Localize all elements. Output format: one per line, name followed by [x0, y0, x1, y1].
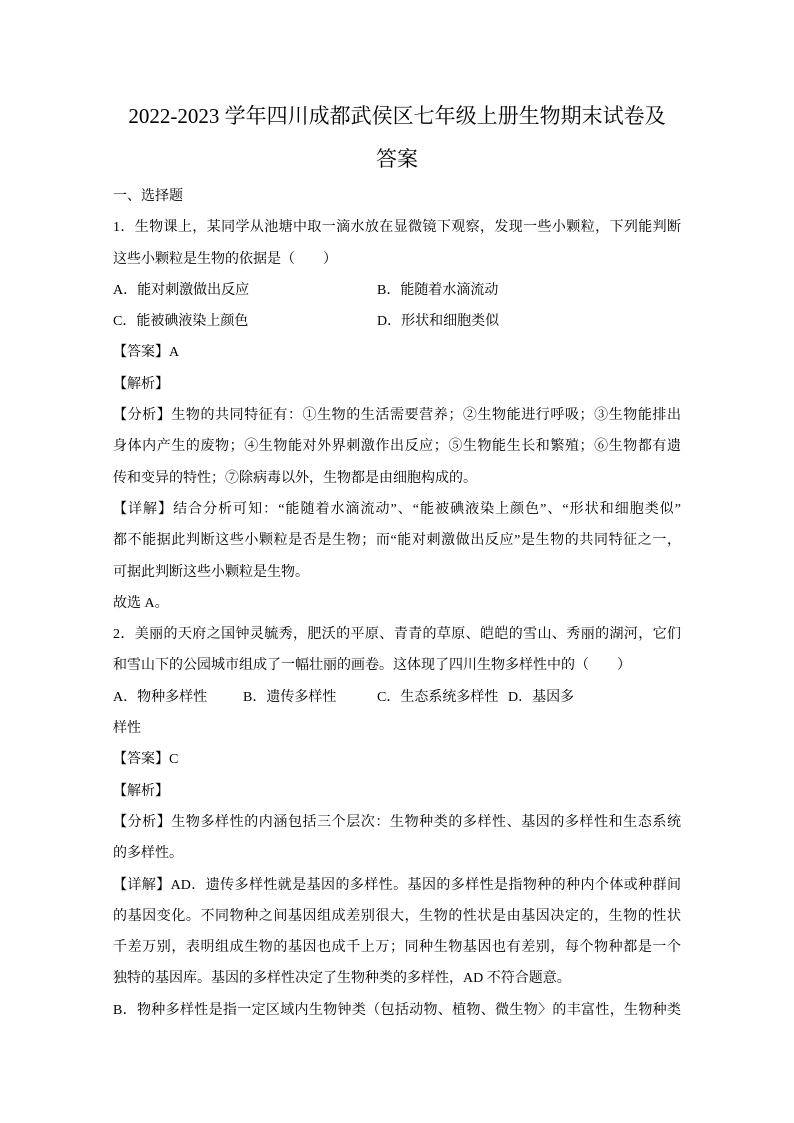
- q1-fenxi-line-1: 【分析】生物的共同特征有：①生物的生活需要营养；②生物能进行呼吸；③生物能排出: [113, 408, 681, 424]
- q1-stem-line-1: 1．生物课上，某同学从池塘中取一滴水放在显微镜下观察，发现一些小颗粒，下列能判断: [113, 220, 681, 236]
- q1-answer: 【答案】A: [113, 345, 180, 361]
- q2-option-b: B．遗传多样性: [243, 689, 337, 705]
- q2-options-row: [113, 682, 681, 713]
- section-heading: 一、选择题: [113, 189, 183, 204]
- q2-option-a: A．物种多样性: [113, 689, 208, 705]
- q1-jiexi-label: 【解析】: [113, 376, 169, 392]
- q2-jiexi-label: 【解析】: [113, 783, 169, 799]
- q2-answer: 【答案】C: [113, 752, 179, 768]
- q1-option-a: A．能对刺激做出反应: [113, 282, 250, 298]
- q1-conclusion: 故选 A。: [113, 595, 169, 611]
- q2-option-d-wrap: 样性: [113, 721, 141, 737]
- q1-stem-line-2: 这些小颗粒是生物的依据是（ ）: [113, 251, 337, 267]
- q2-xiangjie-line-3: 千差万别，表明组成生物的基因也成千上万；同种生物基因也有差别，每个物种都是一个: [113, 940, 681, 956]
- q1-fenxi-line-3: 传和变异的特性；⑦除病毒以外，生物都是由细胞构成的。: [113, 470, 477, 486]
- q2-option-d: D．基因多: [508, 689, 575, 705]
- exam-body: [113, 181, 681, 1026]
- q1-xiangjie-line-2: 都不能据此判断这些小颗粒是否是生物；而“能对刺激做出反应”是生物的共同特征之一，: [113, 533, 681, 549]
- q1-xiangjie-line-1: 【详解】结合分析可知：“能随着水滴流动”、“能被碘液染上颜色”、“形状和细胞类似”: [113, 501, 681, 517]
- q1-option-c: C．能被碘液染上颜色: [113, 314, 249, 330]
- q2-xiangjie-line-4: 独特的基因库。基因的多样性决定了生物种类的多样性，AD 不符合题意。: [113, 971, 571, 987]
- q2-stem-line-1: 2．美丽的天府之国钟灵毓秀，肥沃的平原、青青的草原、皑皑的雪山、秀丽的湖河，它们: [113, 627, 681, 643]
- q1-option-d: D．形状和细胞类似: [377, 314, 500, 330]
- exam-title-line-2: 答案: [376, 147, 418, 171]
- q1-fenxi-line-2: 身体内产生的废物；④生物能对外界刺激作出反应；⑤生物能生长和繁殖；⑥生物都有遗: [113, 439, 681, 455]
- exam-title-line-1: 2022-2023 学年四川成都武侯区七年级上册生物期末试卷及: [128, 104, 666, 128]
- q1-options-row-1: [113, 275, 681, 306]
- q2-fenxi-line-1: 【分析】生物多样性的内涵包括三个层次：生物种类的多样性、基因的多样性和生态系统: [113, 814, 681, 830]
- q2-option-c: C．生态系统多样性: [377, 689, 499, 705]
- question-2: [113, 619, 681, 1026]
- q1-option-b: B．能随着水滴流动: [377, 282, 499, 298]
- q2-xiangjie-line-1: 【详解】AD．遗传多样性就是基因的多样性。基因的多样性是指物种的种内个体或种群间: [113, 877, 681, 893]
- q1-options-row-2: [113, 306, 681, 337]
- q2-stem-line-2: 和雪山下的公园城市组成了一幅壮丽的画卷。这体现了四川生物多样性中的（ ）: [113, 658, 631, 674]
- q2-xiangjie-line-2: 的基因变化。不同物种之间基因组成差别很大，生物的性状是由基因决定的，生物的性状: [113, 908, 681, 924]
- page-content: [113, 95, 681, 1026]
- q2-fenxi-line-2: 的多样性。: [113, 846, 183, 862]
- q2-xiangjie-b-line: B．物种多样性是指一定区域内生物钟类（包括动物、植物、微生物〉的丰富性，生物种类: [113, 1002, 681, 1018]
- question-1: [113, 212, 681, 619]
- exam-title: [113, 95, 681, 181]
- q1-xiangjie-line-3: 可据此判断这些小颗粒是生物。: [113, 564, 309, 580]
